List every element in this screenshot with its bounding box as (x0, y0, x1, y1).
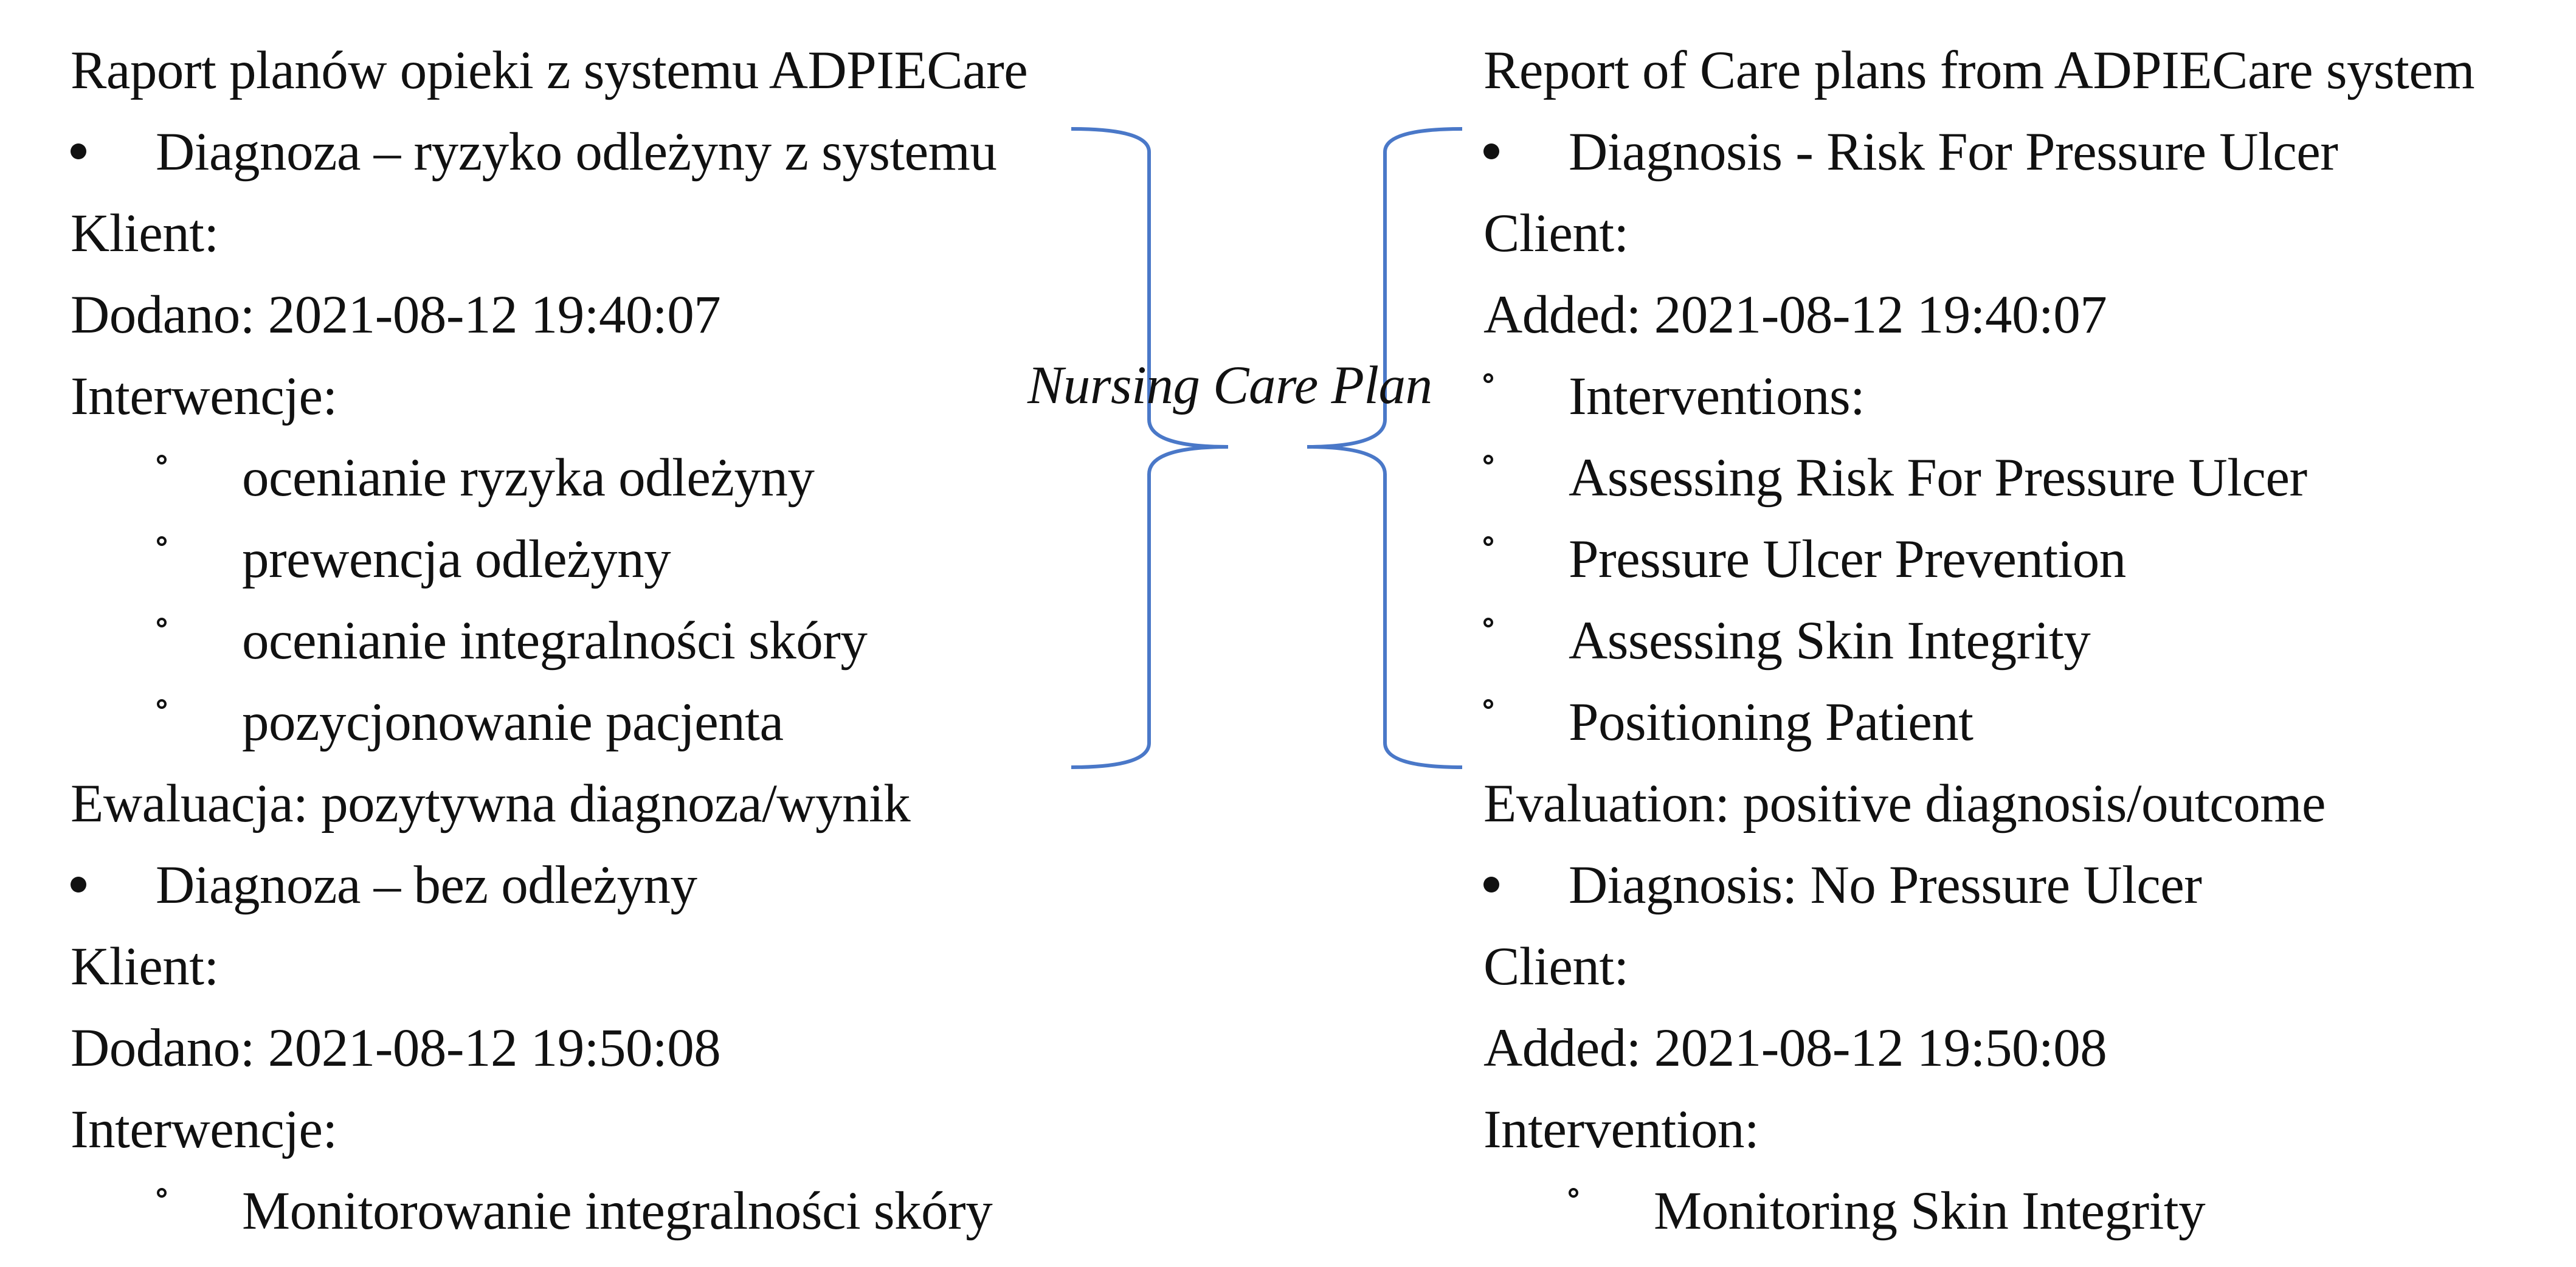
diagnosis-text: Diagnosis - Risk For Pressure Ulcer (1569, 122, 2338, 182)
report-title-en: Report of Care plans from ADPIECare system (1483, 41, 2475, 100)
client-label-en-2: Client: (1483, 937, 1629, 996)
added-date-en-2: Added: 2021-08-12 19:50:08 (1483, 1018, 2107, 1078)
right-curly-brace-icon (1307, 129, 1462, 767)
client-label-pl-2: Klient: (71, 937, 219, 996)
left-curly-brace-icon (1071, 129, 1228, 767)
evaluation-pl: Ewaluacja: pozytywna diagnoza/wynik (71, 774, 911, 834)
interventions-label-pl-2: Interwencje: (71, 1100, 337, 1159)
added-date-en-1: Added: 2021-08-12 19:40:07 (1483, 285, 2107, 345)
diagnosis-text: Diagnoza – bez odleżyny (156, 855, 697, 915)
nursing-care-plan-label: Nursing Care Plan (1027, 356, 1432, 415)
client-label-pl-1: Klient: (71, 204, 219, 263)
interventions-label-pl-1: Interwencje: (71, 367, 337, 426)
diagnosis-text: Diagnoza – ryzyko odleżyny z systemu (156, 122, 997, 182)
interventions-label-en-2: Intervention: (1483, 1100, 1759, 1159)
report-title-pl: Raport planów opieki z systemu ADPIECare (71, 41, 1028, 100)
client-label-en-1: Client: (1483, 204, 1629, 263)
added-date-pl-1: Dodano: 2021-08-12 19:40:07 (71, 285, 721, 345)
diagnosis-text: Diagnosis: No Pressure Ulcer (1569, 855, 2202, 915)
added-date-pl-2: Dodano: 2021-08-12 19:50:08 (71, 1018, 721, 1078)
evaluation-en: Evaluation: positive diagnosis/outcome (1483, 774, 2326, 834)
